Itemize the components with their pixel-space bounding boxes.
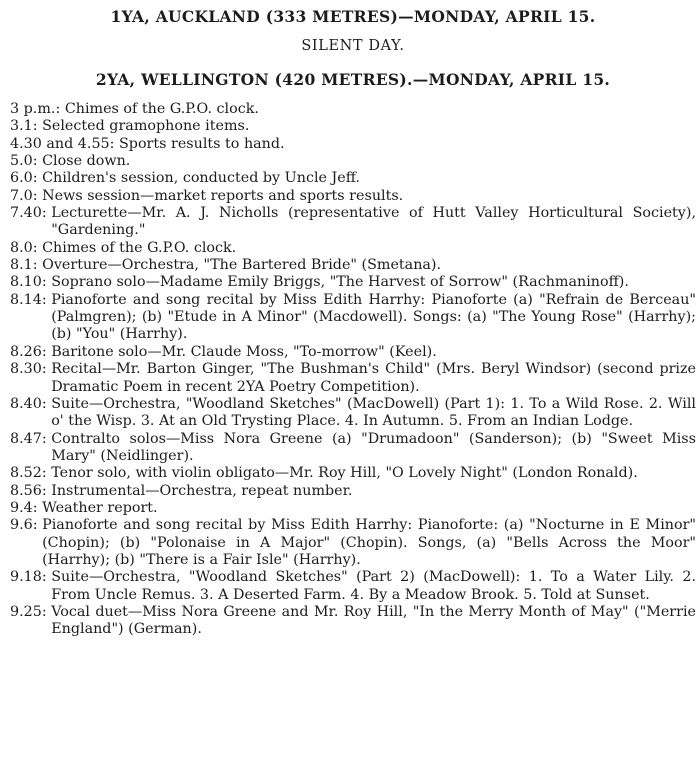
- programme-entry: [10, 274, 696, 291]
- programme-entry: [10, 153, 696, 170]
- entry-time: 8.52:: [10, 465, 52, 482]
- entry-text: Pianoforte and song recital by Miss Edith Harrhy: Pianoforte (a) "Refrain de Berceau" (Palmgren); (b) "Etude in A Minor" (Macdowell). Songs: (a) "The Young Rose" (Harrhy); (b) "You" (Harrhy).: [51, 291, 696, 343]
- entry-time: 9.18:: [10, 569, 52, 586]
- entry-time: 9.25:: [10, 603, 52, 620]
- entry-time: 9.4:: [10, 499, 43, 516]
- programme-entry: [10, 465, 696, 482]
- programme-entry: [10, 257, 696, 274]
- entry-time: 7.40:: [10, 205, 52, 222]
- programme-entry: [10, 188, 696, 205]
- entry-time: 8.0:: [10, 239, 43, 256]
- programme-entry: [10, 396, 696, 431]
- programme-entry: [10, 292, 696, 344]
- station-heading-1ya: 1YA, AUCKLAND (333 METRES)—MONDAY, APRIL 15.: [110, 7, 596, 26]
- entry-time: 8.56:: [10, 482, 52, 499]
- programme-entry: [10, 205, 696, 240]
- entry-text: Vocal duet—Miss Nora Greene and Mr. Roy Hill, "In the Merry Month of May" ("Merrie England") (German).: [51, 603, 696, 638]
- entry-text: Baritone solo—Mr. Claude Moss, "To-morrow" (Keel).: [51, 343, 437, 360]
- entry-text: Recital—Mr. Barton Ginger, "The Bushman's Child" (Mrs. Beryl Windsor) (second prize Dramatic Poem in recent 2YA Poetry Competition).: [51, 361, 696, 395]
- entry-time: 3 p.m.:: [10, 101, 65, 117]
- programme-list: [10, 101, 696, 639]
- programme-entry: [10, 431, 696, 466]
- entry-time: 8.10:: [10, 274, 52, 291]
- entry-text: Soprano solo—Madame Emily Briggs, "The Harvest of Sorrow" (Rachmaninoff).: [51, 274, 629, 291]
- entry-text: Close down.: [42, 153, 131, 170]
- entry-text: Overture—Orchestra, "The Bartered Bride" (Smetana).: [42, 257, 442, 274]
- entry-text: Suite—Orchestra, "Woodland Sketches" (Part 2) (MacDowell): 1. To a Water Lily. 2. From Uncle Remus. 3. A Deserted Farm. 4. By a Meadow Brook. 5. Told at Sunset.: [51, 569, 696, 603]
- entry-text: News session—market reports and sports results.: [42, 187, 404, 204]
- programme-entry: [10, 170, 696, 187]
- programme-entry: [10, 361, 696, 396]
- entry-text: Instrumental—Orchestra, repeat number.: [51, 482, 353, 499]
- entry-time: 9.6:: [10, 517, 43, 534]
- entry-text: Lecturette—Mr. A. J. Nicholls (representative of Hutt Valley Horticultural Society), "Gardening.": [51, 205, 696, 239]
- station-heading-2ya: 2YA, WELLINGTON (420 METRES).—MONDAY, APRIL 15.: [95, 70, 611, 89]
- entry-time: 3.1:: [10, 118, 43, 135]
- programme-entry: [10, 483, 696, 500]
- entry-time: 8.47:: [10, 430, 52, 447]
- entry-time: 8.1:: [10, 257, 43, 274]
- entry-time: 7.0:: [10, 187, 43, 204]
- programme-entry: [10, 118, 696, 135]
- entry-text: Sports results to hand.: [119, 135, 285, 152]
- entry-time: 8.30:: [10, 361, 52, 378]
- entry-text: Tenor solo, with violin obligato—Mr. Roy Hill, "O Lovely Night" (London Ronald).: [51, 465, 638, 482]
- entry-text: Chimes of the G.P.O. clock.: [64, 101, 259, 117]
- entry-text: Suite—Orchestra, "Woodland Sketches" (MacDowell) (Part 1): 1. To a Wild Rose. 2. Will o' the Wisp. 3. At an Old Trysting Place. 4. In Autumn. 5. From an Indian Lodge.: [51, 395, 696, 430]
- entry-time: 8.26:: [10, 343, 52, 360]
- entry-time: 6.0:: [10, 170, 43, 187]
- entry-time: 8.14:: [10, 291, 52, 308]
- silent-day-note: SILENT DAY.: [301, 38, 405, 54]
- programme-entry: [10, 101, 696, 118]
- programme-entry: [10, 240, 696, 257]
- programme-entry: [10, 517, 696, 569]
- entry-time: 4.30 and 4.55:: [10, 135, 119, 152]
- programme-entry: [10, 500, 696, 517]
- programme-entry: [10, 569, 696, 604]
- entry-text: Chimes of the G.P.O. clock.: [42, 239, 237, 256]
- entry-text: Pianoforte and song recital by Miss Edith Harrhy: Pianoforte: (a) "Nocturne in E Minor" (Chopin); (b) "Polonaise in A Major" (Chopin). Songs, (a) "Bells Across the Moor" (Harrhy); (b) "There is a Fair Isle" (Harrhy).: [42, 517, 696, 568]
- programme-entry: [10, 344, 696, 361]
- entry-text: Weather report.: [42, 499, 158, 516]
- entry-time: 5.0:: [10, 153, 43, 170]
- entry-text: Contralto solos—Miss Nora Greene (a) "Drumadoon" (Sanderson); (b) "Sweet Miss Mary" (Neidlinger).: [51, 430, 696, 464]
- entry-text: Selected gramophone items.: [42, 118, 250, 135]
- entry-time: 8.40:: [10, 395, 52, 412]
- programme-entry: [10, 604, 696, 639]
- entry-text: Children's session, conducted by Uncle Jeff.: [42, 170, 360, 187]
- programme-entry: [10, 136, 696, 153]
